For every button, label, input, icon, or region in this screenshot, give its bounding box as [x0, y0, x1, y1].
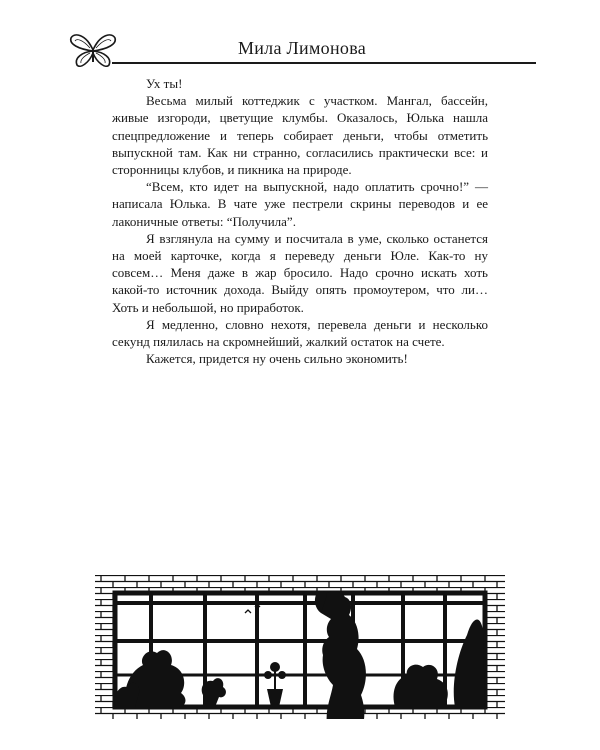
paragraph: Ух ты! — [146, 76, 183, 91]
paragraph: Я медленно, словно нехотя, перевела деньги и несколько секунд пялилась на скромнейший, жалкий остаток на счете. — [112, 316, 488, 350]
silhouette-window-illustration — [95, 575, 505, 725]
running-header — [68, 30, 536, 70]
paragraph: Кажется, придется ну очень сильно экономить! — [146, 351, 408, 367]
paragraph: “Всем, кто идет на выпускной, надо оплатить срочно!” — написала Юлька. В чате уже пестрели скрины переводов и ее лаконичные ответы: “Получила”. — [112, 179, 488, 229]
paragraph: Я взглянула на сумму и посчитала в уме, сколько останется на моей карточке, когда я переведу деньги Юле. Как-то ну совсем… Меня даже в жар бросило. Надо срочно искать хоть какой-то источник дохода. Выйду опять промоутером, что ли… Хоть и небольшой, но приработок. — [112, 230, 488, 315]
running-title: Мила Лимонова — [237, 38, 367, 58]
body-text — [112, 75, 488, 367]
paragraph: Весьма милый коттеджик с участком. Мангал, бассейн, живые изгороди, цветущие клумбы. Оказалось, Юлька нашла спецпредложение и теперь собирает деньги, чтобы отметить выпускной там. Как ни странно, согласились практически все: и сторонницы клубов, и пикника на природе. — [112, 93, 488, 178]
header-rule — [112, 62, 536, 64]
